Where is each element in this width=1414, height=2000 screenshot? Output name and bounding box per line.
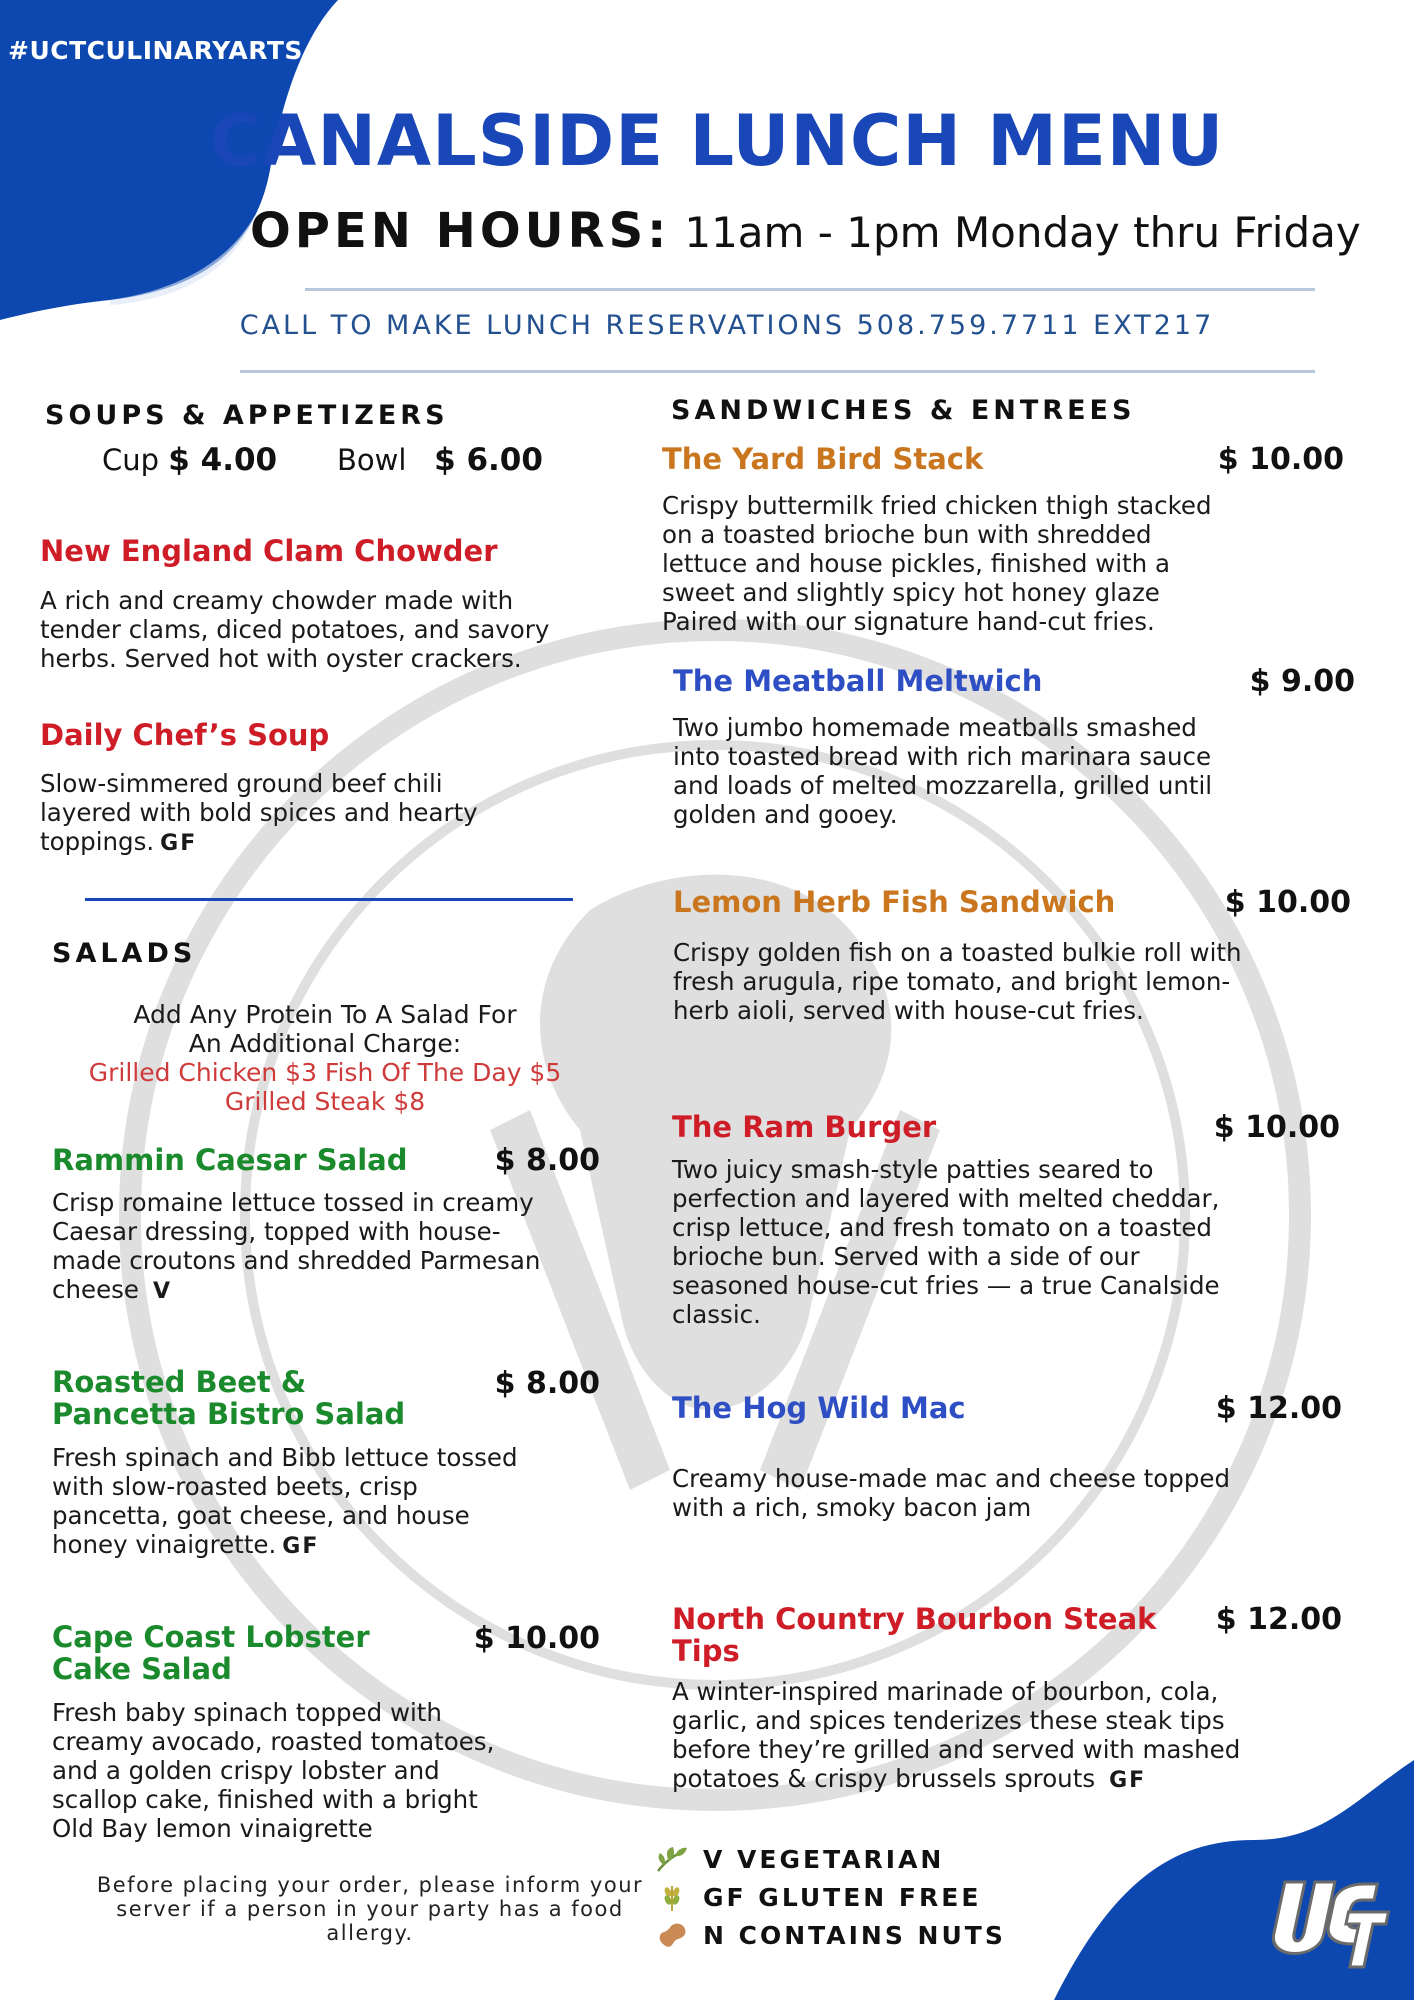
- header-rule-top: [305, 288, 1315, 291]
- protein-options: Grilled Chicken $3 Fish Of The Day $5 Grilled Steak $8: [88, 1058, 562, 1116]
- item-description: Crisp romaine lettuce tossed in creamy Caesar dressing, topped with house-made croutons and shredded Parmesan cheese: [52, 1188, 541, 1304]
- dietary-legend: [655, 1840, 1006, 1954]
- section-heading-entrees: SANDWICHES & ENTREES: [671, 395, 1136, 426]
- item-description: Creamy house-made mac and cheese topped with a rich, smoky bacon jam: [672, 1464, 1231, 1522]
- menu-item-chefs-soup: [40, 719, 510, 858]
- item-price: $ 12.00: [1215, 1391, 1342, 1426]
- menu-item-yard-bird-stack: [662, 442, 1344, 636]
- hashtag: #UCTCULINARYARTS: [8, 36, 303, 65]
- bowl-label: Bowl: [337, 443, 407, 477]
- item-description: Fresh spinach and Bibb lettuce tossed with slow-roasted beets, crisp pancetta, goat cheese, and house honey vinaigrette.: [52, 1443, 518, 1559]
- section-heading-salads: SALADS: [52, 938, 197, 969]
- item-name: Roasted Beet & Pancetta Bistro Salad: [52, 1365, 406, 1431]
- item-description: Fresh baby spinach topped with creamy avocado, roasted tomatoes, and a golden crispy lobster and scallop cake, finished with a bright Old Bay lemon vinaigrette: [52, 1698, 495, 1843]
- dietary-tag: V: [152, 1279, 173, 1304]
- item-price: $ 9.00: [1249, 664, 1355, 699]
- legend-item: [655, 1878, 1006, 1916]
- protein-addon-note: [60, 1000, 590, 1116]
- item-name: Lemon Herb Fish Sandwich: [673, 885, 1116, 919]
- item-description: Crispy buttermilk fried chicken thigh stacked on a toasted brioche bun with shredded lettuce and house pickles, finished with a sweet and slightly spicy hot honey glaze Paired with our signature hand-cut fries.: [662, 491, 1212, 636]
- dietary-tag: GF: [160, 831, 198, 856]
- item-name: The Meatball Meltwich: [673, 664, 1043, 698]
- item-price: $ 10.00: [473, 1621, 600, 1656]
- item-price: $ 8.00: [494, 1143, 600, 1178]
- open-hours-label: OPEN HOURS:: [250, 203, 671, 259]
- menu-item-hog-wild-mac: [672, 1391, 1342, 1522]
- item-name: The Yard Bird Stack: [662, 442, 984, 476]
- item-name: Daily Chef’s Soup: [40, 718, 330, 752]
- item-name: The Ram Burger: [672, 1110, 937, 1144]
- legend-text: V VEGETARIAN: [703, 1844, 945, 1874]
- item-description: A winter-inspired marinade of bourbon, cola, garlic, and spices tenderizes these steak tips before they’re grilled and served with mashed potatoes & crispy brussels sprouts: [672, 1677, 1241, 1793]
- open-hours: [250, 203, 1361, 259]
- cup-price-row: [102, 442, 277, 478]
- cup-price: $ 4.00: [168, 442, 278, 478]
- bowl-price: $ 6.00: [434, 442, 543, 478]
- wheat-icon: [655, 1882, 689, 1912]
- section-heading-soups: SOUPS & APPETIZERS: [45, 400, 449, 431]
- menu-item-clam-chowder: [40, 535, 580, 673]
- header-rule-bottom: [240, 370, 1315, 373]
- item-description: Two juicy smash-style patties seared to perfection and layered with melted cheddar, crisp lettuce, and fresh tomato on a toasted brioche bun. Served with a side of our seasoned house-cut fries — a true Canalside classic.: [672, 1155, 1220, 1329]
- allergy-notice: Before placing your order, please inform your server if a person in your party has a food allergy.: [96, 1873, 644, 1945]
- item-name: The Hog Wild Mac: [672, 1391, 966, 1425]
- legend-text: GF GLUTEN FREE: [703, 1882, 982, 1912]
- item-name: North Country Bourbon Steak Tips: [672, 1602, 1157, 1668]
- item-name: Cape Coast Lobster Cake Salad: [52, 1620, 370, 1686]
- item-description: A rich and creamy chowder made with tender clams, diced potatoes, and savory herbs. Served hot with oyster crackers.: [40, 586, 550, 673]
- menu-item-ram-burger: [672, 1110, 1340, 1329]
- leaf-icon: [655, 1844, 689, 1874]
- open-hours-value: 11am - 1pm Monday thru Friday: [684, 208, 1361, 257]
- item-price: $ 10.00: [1213, 1110, 1340, 1145]
- menu-item-caesar-salad: [52, 1143, 600, 1306]
- legend-item: [655, 1916, 1006, 1954]
- cup-label: Cup: [102, 443, 160, 477]
- item-description: Slow-simmered ground beef chili layered with bold spices and hearty toppings.: [40, 769, 478, 856]
- menu-item-fish-sandwich: [673, 885, 1351, 1025]
- legend-text: N CONTAINS NUTS: [703, 1920, 1006, 1950]
- dietary-tag: GF: [282, 1534, 320, 1559]
- item-description: Two jumbo homemade meatballs smashed into toasted bread with rich marinara sauce and loads of melted mozzarella, grilled until golden and gooey.: [673, 713, 1213, 829]
- reservations-line: CALL TO MAKE LUNCH RESERVATIONS 508.759.7711 EXT217: [239, 310, 1215, 341]
- legend-item: [655, 1840, 1006, 1878]
- menu-item-beet-salad: [52, 1366, 600, 1561]
- peanut-icon: [655, 1920, 689, 1950]
- item-name: Rammin Caesar Salad: [52, 1143, 408, 1177]
- item-name: New England Clam Chowder: [40, 534, 498, 568]
- protein-note: Add Any Protein To A Salad For An Additional Charge:: [133, 1000, 517, 1058]
- bowl-price-row: [337, 442, 543, 478]
- item-description: Crispy golden fish on a toasted bulkie roll with fresh arugula, ripe tomato, and bright lemon-herb aioli, served with house-cut fries.: [673, 938, 1242, 1025]
- page-title: CANALSIDE LUNCH MENU: [209, 100, 1225, 182]
- menu-item-bourbon-steak-tips: [672, 1602, 1342, 1795]
- item-price: $ 10.00: [1217, 442, 1344, 477]
- item-price: $ 12.00: [1215, 1602, 1342, 1637]
- item-price: $ 10.00: [1224, 885, 1351, 920]
- dietary-tag: GF: [1109, 1768, 1147, 1793]
- item-price: $ 8.00: [494, 1366, 600, 1401]
- uct-logo-icon: [1262, 1872, 1392, 1972]
- menu-item-lobster-cake-salad: [52, 1621, 600, 1843]
- section-divider: [85, 898, 573, 901]
- menu-item-meatball-meltwich: [673, 664, 1355, 829]
